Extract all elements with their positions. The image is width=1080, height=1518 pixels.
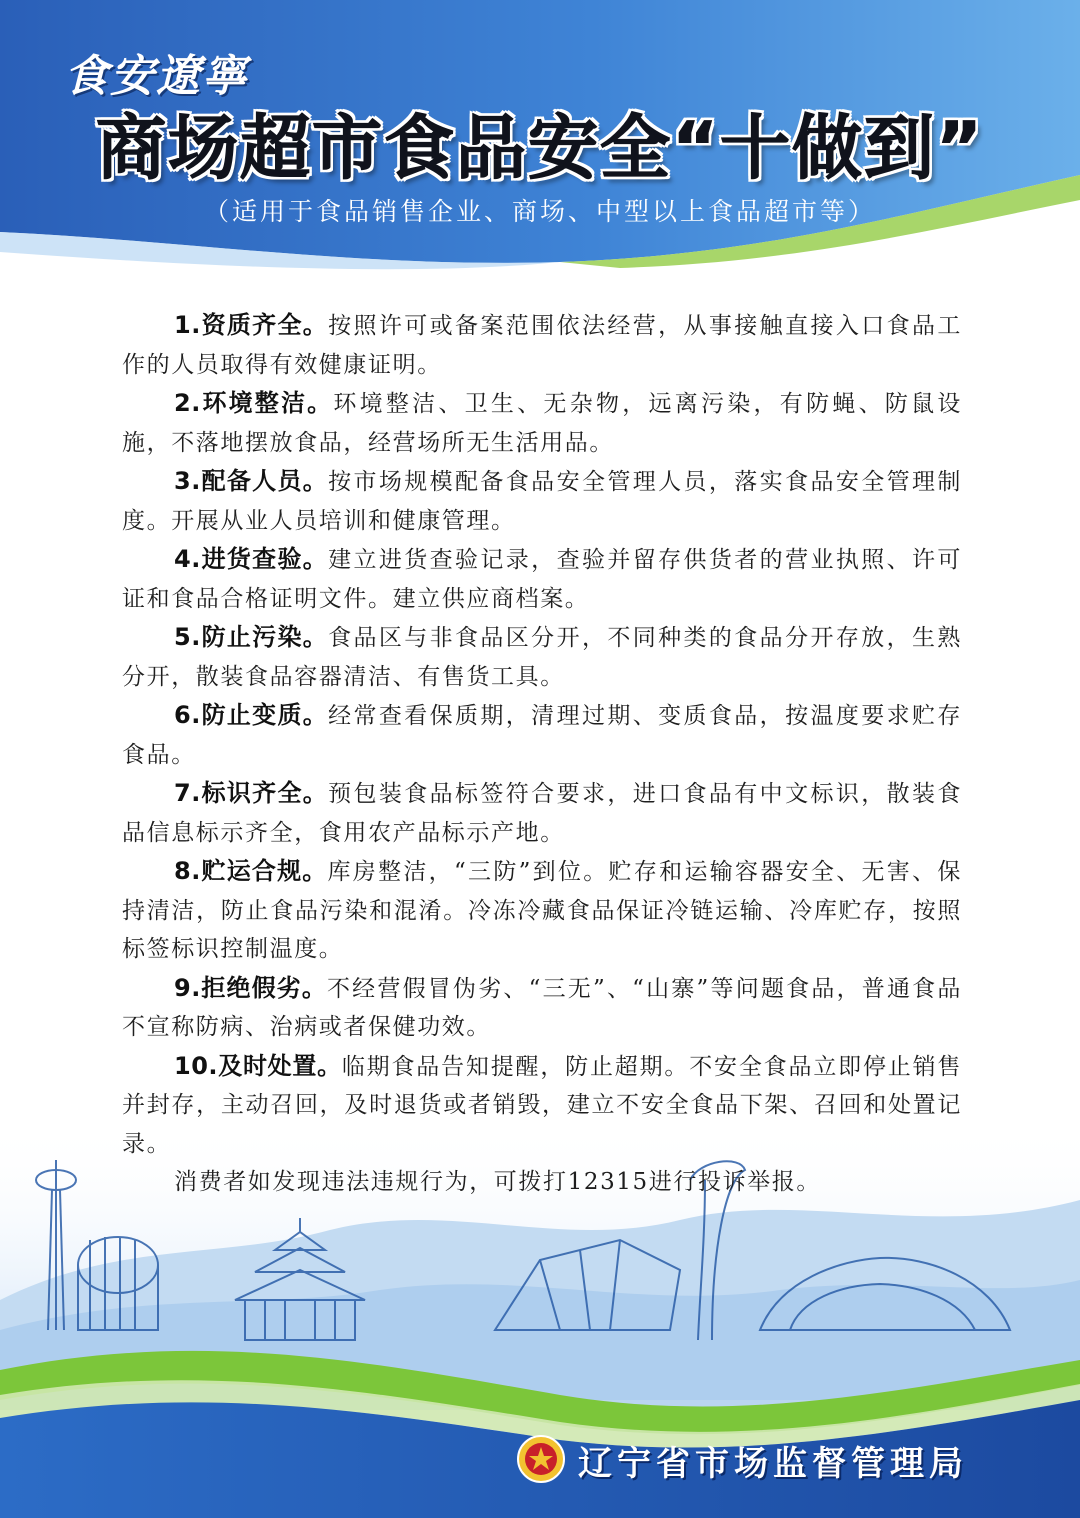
rule-title: 2.环境整洁。: [174, 389, 334, 417]
rule-title: 6.防止变质。: [174, 701, 329, 729]
page-subtitle: （适用于食品销售企业、商场、中型以上食品超市等）: [203, 197, 876, 226]
brand-mark: 食安遼寧: [64, 51, 248, 102]
rule-body: 经常查看保质期，清理过期、变质食品，按温度要求贮存食品。: [122, 703, 962, 768]
rule-title: 4.进货查验。: [174, 545, 329, 573]
rule-title: 9.拒绝假劣。: [174, 973, 327, 1002]
rule-title: 7.标识齐全。: [174, 779, 329, 807]
rule-body: 建立进货查验记录，查验并留存供货者的营业执照、许可证和食品合格证明文件。建立供应商档案。: [122, 547, 962, 612]
rule-body: 按照许可或备案范围依法经营，从事接触直接入口食品工作的人员取得有效健康证明。: [122, 313, 962, 378]
rule-body: 预包装食品标签符合要求，进口食品有中文标识，散装食品信息标示齐全，食用农产品标示产地。: [122, 781, 962, 846]
rule-body: 临期食品告知提醒，防止超期。不安全食品立即停止销售并封存，主动召回，及时退货或者销毁，建立不安全食品下架、召回和处置记录。: [122, 1053, 962, 1157]
rule-body: 食品区与非食品区分开，不同种类的食品分开存放，生熟分开，散装食品容器清洁、有售货工具。: [122, 625, 962, 690]
rule-item-6: [122, 696, 962, 774]
rule-item-9: [122, 969, 962, 1047]
rule-body: 按市场规模配备食品安全管理人员，落实食品安全管理制度。开展从业人员培训和健康管理。: [122, 469, 962, 534]
rule-item-5: [122, 618, 962, 696]
rule-title: 3.配备人员。: [174, 467, 329, 495]
rules-list: [122, 306, 962, 1202]
rule-body: 环境整洁、卫生、无杂物，远离污染，有防蝇、防鼠设施，不落地摆放食品，经营场所无生活用品。: [122, 391, 962, 456]
rule-item-7: [122, 774, 962, 852]
closing-note: 消费者如发现违法违规行为，可拨打12315进行投诉举报。: [174, 1169, 821, 1195]
footer-organization: 辽宁省市场监督管理局: [578, 1444, 968, 1484]
rule-item-2: [122, 384, 962, 462]
rule-item-4: [122, 540, 962, 618]
rule-item-1: [122, 306, 962, 384]
rule-title: 5.防止污染。: [174, 623, 329, 651]
rule-title: 8.贮运合规。: [174, 857, 328, 885]
rule-item-3: [122, 462, 962, 540]
rule-item-8: [122, 852, 962, 969]
page-title: 商场超市食品安全“十做到”: [95, 107, 984, 189]
rule-body: 不经营假冒伪劣、“三无”、“山寨”等问题食品，普通食品不宣称防病、治病或者保健功效。: [122, 975, 962, 1040]
rule-title: 1.资质齐全。: [174, 311, 329, 339]
police-emblem-icon: [516, 1434, 566, 1484]
rule-title: 10.及时处置。: [174, 1051, 342, 1080]
rule-body: 库房整洁，“三防”到位。贮存和运输容器安全、无害、保持清洁，防止食品污染和混淆。冷冻冷藏食品保证冷链运输、冷库贮存，按照标签标识控制温度。: [122, 859, 962, 962]
rule-item-10: [122, 1047, 962, 1164]
